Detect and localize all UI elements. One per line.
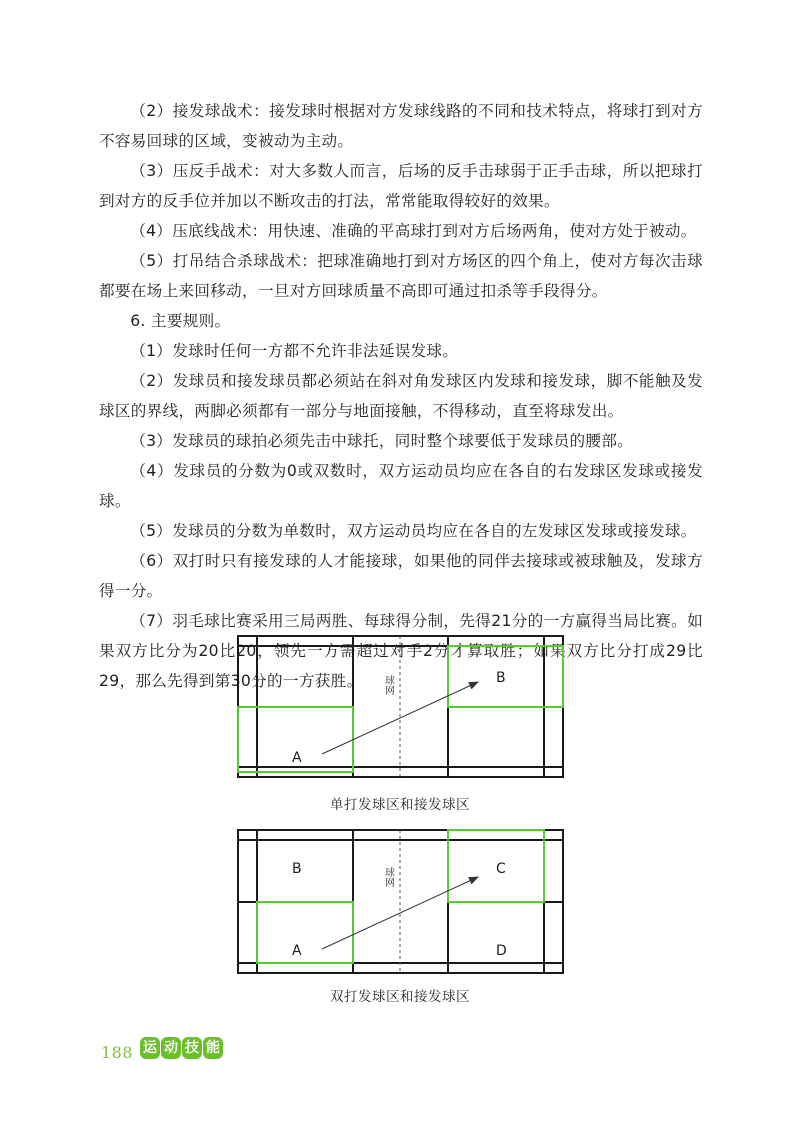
paragraph: （2）接发球战术：接发球时根据对方发球线路的不同和技术特点，将球打到对方不容易回球的区域，变被动为主动。 (99, 102, 703, 150)
label-a: A (292, 750, 302, 766)
section-logo (140, 1037, 223, 1059)
paragraph: （7）羽毛球比赛采用三局两胜、每球得分制，先得21分的一方赢得当局比赛。如果双方比分为20比20，领先一方需超过对手2分才算取胜；如果双方比分打成29比29，那么先得到第30分的一方获胜。 (99, 612, 703, 690)
label-d: D (496, 943, 507, 959)
label-a: A (292, 943, 302, 959)
singles-court-diagram (0, 630, 800, 790)
label-b: B (292, 861, 302, 877)
paragraph: （3）发球员的球拍必须先击中球托，同时整个球要低于发球员的腰部。 (130, 432, 634, 450)
net-label: 球网 (382, 675, 394, 695)
paragraph: （2）发球员和接发球员都必须站在斜对角发球区内发球和接发球，脚不能触及发球区的界线，两脚必须都有一部分与地面接触，不得移动，直至将球发出。 (99, 372, 703, 420)
logo-char: 运 (140, 1037, 160, 1059)
server-service-court (257, 902, 353, 963)
logo-char: 技 (182, 1037, 202, 1059)
section-heading: 6. 主要规则。 (130, 312, 231, 330)
singles-caption: 单打发球区和接发球区 (330, 797, 470, 813)
page-number: 188 (101, 1043, 134, 1062)
paragraph: （5）发球员的分数为单数时，双方运动员均应在各自的左发球区发球或接发球。 (130, 522, 697, 540)
logo-char: 能 (203, 1037, 223, 1059)
singles-court-figure (0, 630, 800, 820)
paragraph: （6）双打时只有接发球的人才能接球，如果他的同伴去接球或被球触及，发球方得一分。 (99, 552, 703, 600)
paragraph: （5）打吊结合杀球战术：把球准确地打到对方场区的四个角上，使对方每次击球都要在场上来回移动，一旦对方回球质量不高即可通过扣杀等手段得分。 (99, 252, 703, 300)
paragraph: （3）压反手战术：对大多数人而言，后场的反手击球弱于正手击球，所以把球打到对方的反手位并加以不断攻击的打法，常常能取得较好的效果。 (99, 162, 703, 210)
label-c: C (496, 861, 506, 877)
logo-char: 动 (161, 1037, 181, 1059)
doubles-court-figure (0, 822, 800, 1012)
body-text (99, 96, 703, 696)
label-b: B (496, 670, 506, 686)
paragraph: （4）发球员的分数为0或双数时，双方运动员均应在各自的右发球区发球或接发球。 (99, 462, 703, 510)
paragraph: （1）发球时任何一方都不允许非法延误发球。 (130, 342, 459, 360)
doubles-court-diagram (0, 822, 800, 982)
net-label: 球网 (382, 867, 394, 887)
doubles-caption: 双打发球区和接发球区 (330, 989, 470, 1005)
paragraph: （4）压底线战术：用快速、准确的平高球打到对方后场两角，使对方处于被动。 (130, 222, 697, 240)
